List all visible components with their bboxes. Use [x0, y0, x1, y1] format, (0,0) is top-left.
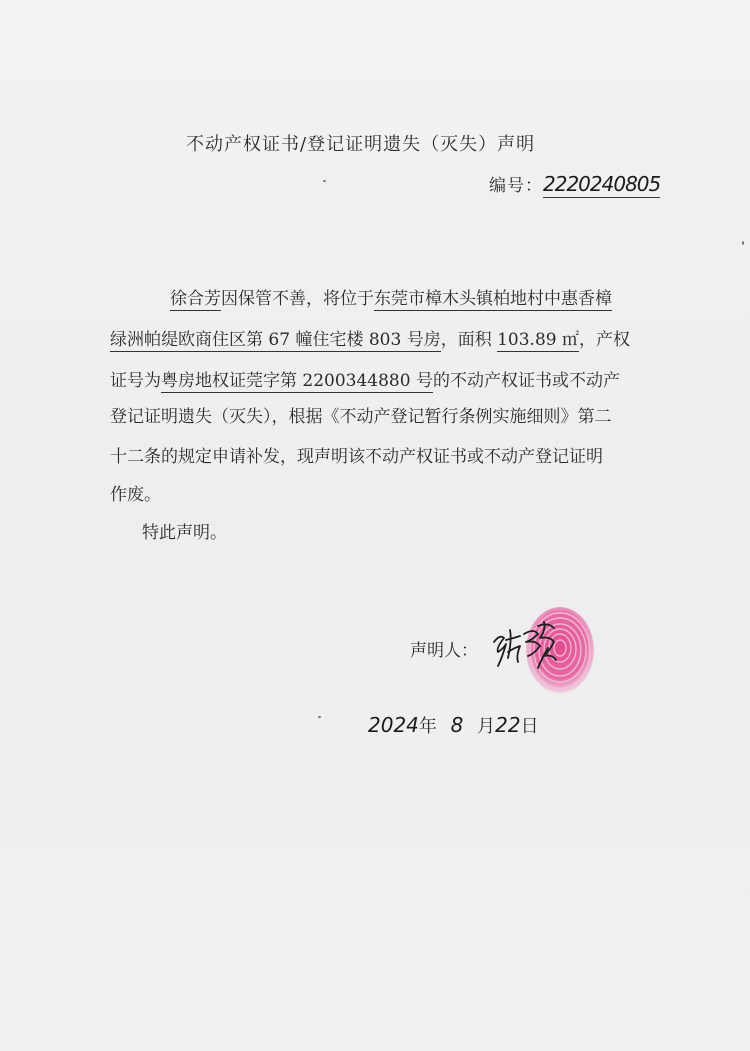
paragraph-line-1 — [170, 287, 612, 311]
paper-speck — [318, 716, 321, 718]
serial-number-handwritten: 2220240805 — [543, 172, 661, 196]
paragraph-line-4: 登记证明遗失（灭失），根据《不动产登记暂行条例实施细则》第二 — [110, 407, 612, 427]
certificate-number: 粤房地权证莞字第 2200344880 号 — [161, 371, 433, 391]
closing-statement: 特此声明。 — [142, 523, 227, 543]
declaration-date — [368, 712, 539, 738]
paragraph-line-3 — [110, 369, 620, 393]
paragraph-line-2 — [110, 328, 630, 352]
date-year: 2024 — [368, 713, 419, 737]
serial-label: 编号： — [489, 176, 543, 196]
line2-text-b: ，产权 — [579, 330, 630, 350]
property-location-cont: 绿洲帕缇欧商住区第 67 幢住宅楼 803 号房 — [110, 330, 441, 350]
line1-text: 因保管不善，将位于 — [221, 289, 374, 309]
handwritten-signature — [488, 612, 568, 682]
date-month: 8 — [450, 713, 464, 737]
serial-number-line — [489, 171, 660, 196]
paragraph-line-6: 作废。 — [110, 485, 161, 505]
date-year-unit: 年 — [418, 716, 437, 737]
owner-name: 徐合芳 — [170, 289, 221, 309]
date-day-unit: 日 — [520, 716, 539, 737]
line3-text-b: 的不动产权证书或不动产 — [432, 371, 620, 391]
date-day: 22 — [495, 713, 521, 737]
paper-speck — [323, 180, 326, 182]
line3-text-a: 证号为 — [110, 371, 161, 391]
paper-speck — [742, 241, 744, 245]
property-area: 103.89 ㎡ — [497, 330, 579, 350]
paragraph-line-5: 十二条的规定申请补发，现声明该不动产权证书或不动产登记证明 — [110, 447, 603, 467]
property-location: 东莞市樟木头镇柏地村中惠香樟 — [374, 289, 612, 309]
document-title: 不动产权证书/登记证明遗失（灭失）声明 — [186, 134, 536, 155]
signer-label: 声明人： — [410, 641, 478, 661]
date-month-unit: 月 — [477, 716, 496, 737]
line2-text-a: ，面积 — [440, 330, 498, 350]
